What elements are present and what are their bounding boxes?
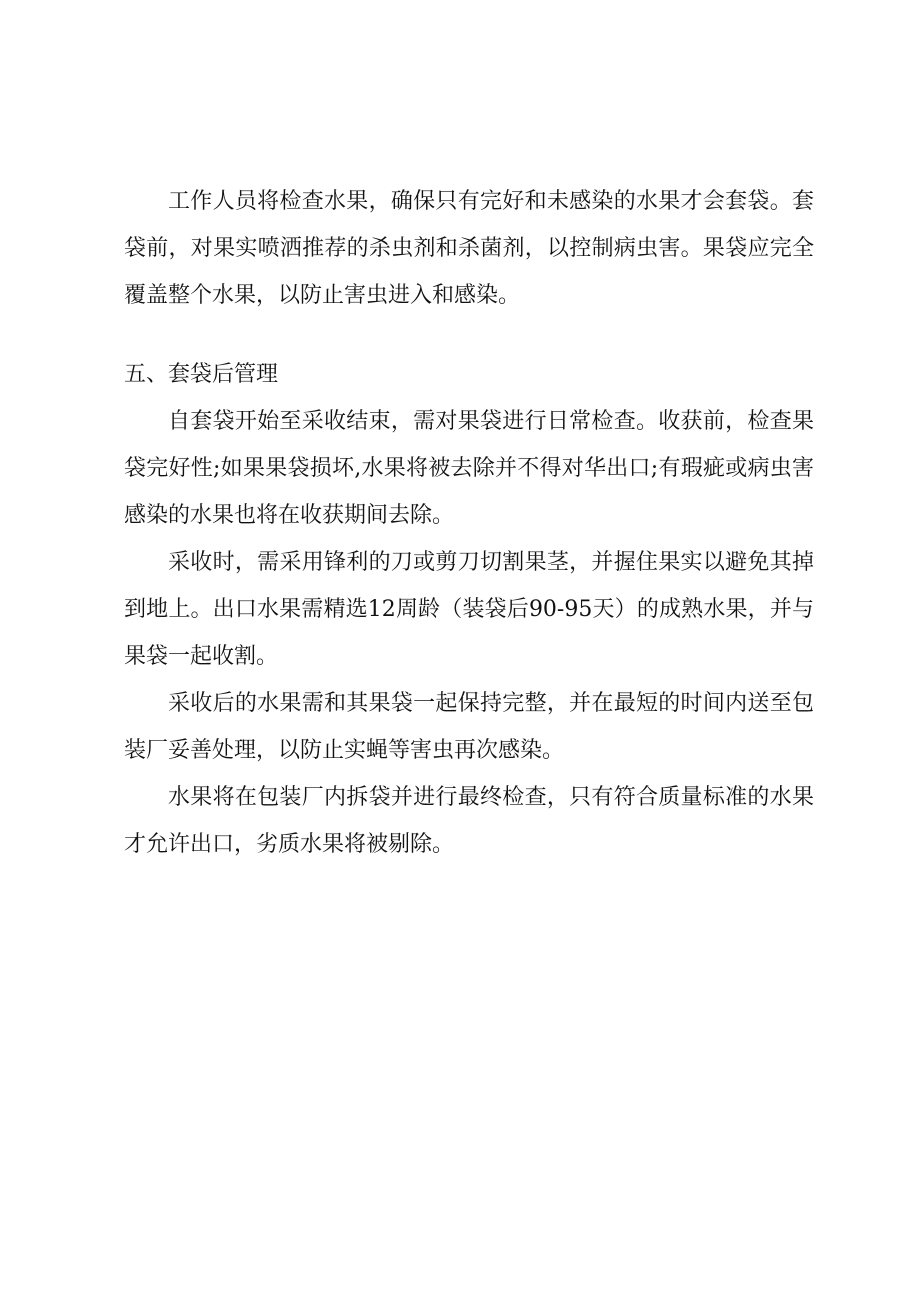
paragraph-final-inspection: 水果将在包装厂内拆袋并进行最终检查，只有符合质量标准的水果才允许出口，劣质水果将被剔除。: [124, 785, 814, 857]
paragraph-harvest: 采收时，需采用锋利的刀或剪刀切割果茎，并握住果实以避免其掉到地上。出口水果需精选12周龄（装袋后90-95天）的成熟水果，并与果袋一起收割。: [124, 550, 814, 669]
document-body: [124, 178, 814, 868]
section-heading: 五、套袋后管理: [124, 362, 279, 387]
paragraph-transport: 采收后的水果需和其果袋一起保持完整，并在最短的时间内送至包装厂妥善处理，以防止实蝇等害虫再次感染。: [124, 691, 814, 763]
paragraph-daily-check: 自套袋开始至采收结束，需对果袋进行日常检查。收获前，检查果袋完好性;如果果袋损坏,水果将被去除并不得对华出口;有瑕疵或病虫害感染的水果也将在收获期间去除。: [124, 409, 814, 528]
paragraph-inspection: 工作人员将检查水果，确保只有完好和未感染的水果才会套袋。套袋前，对果实喷洒推荐的杀虫剂和杀菌剂，以控制病虫害。果袋应完全覆盖整个水果，以防止害虫进入和感染。: [124, 189, 814, 308]
